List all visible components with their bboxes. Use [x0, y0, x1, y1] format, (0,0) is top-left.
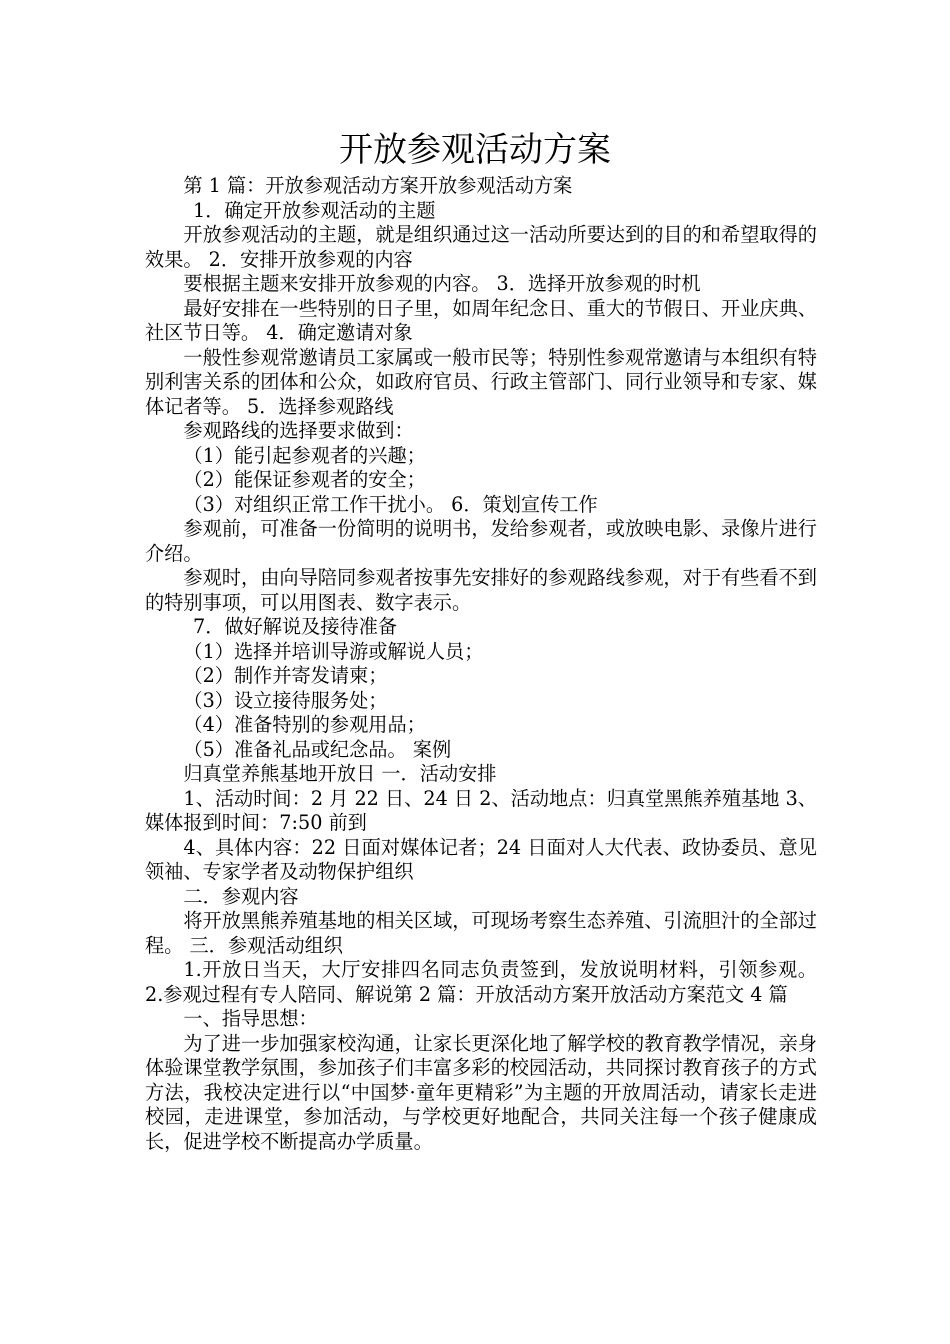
document-body — [145, 174, 817, 1154]
paragraph: 第 1 篇：开放参观活动方案开放参观活动方案 — [183, 174, 573, 197]
paragraph: 一般性参观常邀请员工家属或一般市民等；特别性参观常邀请与本组织有特别利害关系的团体和公众，如政府官员、行政主管部门、同行业领导和专家、媒体记者等。 5．选择参观路线 — [145, 345, 817, 418]
paragraph: （1）选择并培训导游或解说人员； — [183, 639, 484, 663]
paragraph: 4、具体内容：22 日面对媒体记者；24 日面对人大代表、政协委员、意见领袖、专家学者及动物保护组织 — [145, 835, 817, 883]
paragraph: 为了进一步加强家校沟通，让家长更深化地了解学校的教育教学情况，亲身体验课堂教学氛围，参加孩子们丰富多彩的校园活动，共同探讨教育孩子的方式方法，我校决定进行以“中国梦·童年更精彩”为主题的开放周活动，请家长走进校园，走进课堂，参加活动，与学校更好地配合，共同关注每一个孩子健康成长，促进学校不断提高办学质量。 — [145, 1031, 817, 1153]
paragraph: 归真堂养熊基地开放日 一．活动安排 — [183, 762, 497, 785]
paragraph: 要根据主题来安排开放参观的内容。 3．选择开放参观的时机 — [183, 272, 701, 295]
paragraph: （5）准备礼品或纪念品。 案例 — [183, 737, 452, 761]
paragraph: 1．确定开放参观活动的主题 — [193, 198, 436, 222]
paragraph: （2）制作并寄发请柬； — [183, 664, 388, 687]
paragraph: 最好安排在一些特别的日子里，如周年纪念日、重大的节假日、开业庆典、社区节日等。 4．确定邀请对象 — [145, 296, 817, 344]
paragraph: 1、活动时间：2 月 22 日、24 日 2、活动地点：归真堂黑熊养殖基地 3、媒体报到时间：7:50 前到 — [145, 786, 817, 834]
paragraph: （2）能保证参观者的安全； — [183, 468, 426, 491]
paragraph: （1）能引起参观者的兴趣； — [183, 443, 426, 467]
paragraph: 一、指导思想： — [183, 1007, 318, 1030]
paragraph: 7．做好解说及接待准备 — [193, 615, 398, 638]
paragraph: 参观前，可准备一份简明的说明书，发给参观者，或放映电影、录像片进行介绍。 — [145, 517, 817, 565]
paragraph: 参观路线的选择要求做到： — [183, 419, 414, 442]
paragraph: 将开放黑熊养殖基地的相关区域，可现场考察生态养殖、引流胆汁的全部过程。 三．参观活动组织 — [145, 909, 817, 957]
paragraph: 1.开放日当天，大厅安排四名同志负责签到，发放说明材料，引领参观。 2.参观过程有专人陪同、解说第 2 篇：开放活动方案开放活动方案范文 4 篇 — [145, 958, 817, 1006]
paragraph: （3）对组织正常工作干扰小。 6．策划宣传工作 — [183, 492, 598, 516]
paragraph: （4）准备特别的参观用品； — [183, 713, 426, 736]
document-title: 开放参观活动方案 — [339, 130, 611, 170]
paragraph: 二．参观内容 — [183, 884, 299, 908]
paragraph: （3）设立接待服务处； — [183, 688, 388, 712]
paragraph: 开放参观活动的主题，就是组织通过这一活动所要达到的目的和希望取得的效果。 2．安排开放参观的内容 — [145, 223, 817, 271]
paragraph: 参观时，由向导陪同参观者按事先安排好的参观路线参观，对于有些看不到的特别事项，可以用图表、数字表示。 — [145, 566, 817, 614]
